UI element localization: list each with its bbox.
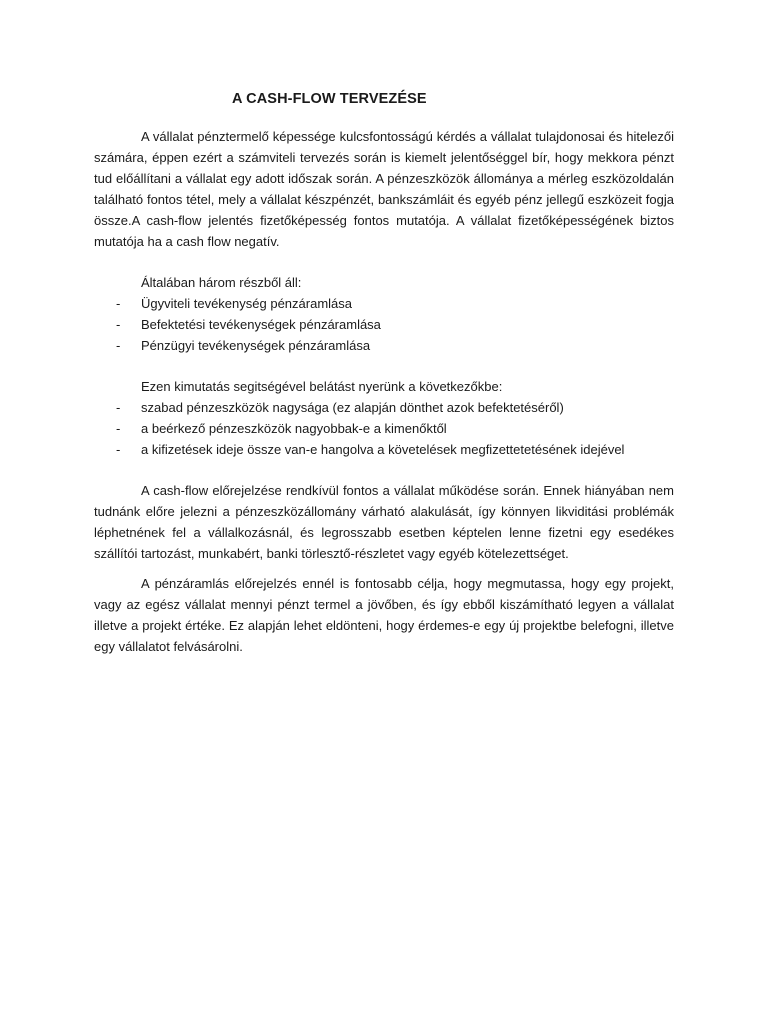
paragraph-intro: A vállalat pénztermelő képessége kulcsfontosságú kérdés a vállalat tulajdonosai és hitelezői számára, éppen ezért a számviteli tervezés során is kiemelt jelentőséggel bír, hogy mekkora pénzt tud előállítani a vállalat egy adott időszak során. A pénzeszközök állománya a mérleg eszközoldalán található fontos tétel, mely a vállalat készpénzét, bankszámláit és egyéb pénz jellegű eszközeit fogja össze.A cash-flow jelentés fizetőképesség fontos mutatója. A vállalat fizetőképességének biztos mutatója ha a cash flow negatív. [94, 129, 674, 249]
list-item-text: Pénzügyi tevékenységek pénzáramlása [141, 338, 371, 353]
list-item-text: Befektetési tevékenységek pénzáramlása [141, 317, 381, 332]
list-bullet: - [116, 338, 121, 353]
list-item [94, 418, 674, 439]
document-title: A CASH-FLOW TERVEZÉSE [232, 91, 427, 107]
list-item [94, 397, 674, 418]
list-bullet: - [116, 421, 121, 436]
list-item [94, 335, 674, 356]
list-item-text: Ügyviteli tevékenység pénzáramlása [141, 296, 352, 311]
list-item-text: a kifizetések ideje össze van-e hangolva a követelések megfizettetetésének idejével [141, 442, 625, 457]
document-page [94, 88, 674, 657]
list2-intro: Ezen kimutatás segitségével belátást nyerünk a következőkbe: [141, 379, 503, 394]
cashflow-components-list [94, 293, 674, 356]
list-item [94, 439, 674, 460]
list-item [94, 293, 674, 314]
list-item-text: szabad pénzeszközök nagysága (ez alapján dönthet azok befektetéséről) [141, 400, 564, 415]
list-bullet: - [116, 317, 121, 332]
list1-intro: Általában három részből áll: [141, 275, 302, 290]
list-bullet: - [116, 296, 121, 311]
list-item [94, 314, 674, 335]
list-item-text: a beérkező pénzeszközök nagyobbak-e a kimenőktől [141, 421, 447, 436]
list-bullet: - [116, 442, 121, 457]
list-bullet: - [116, 400, 121, 415]
paragraph-forecast-goal: A pénzáramlás előrejelzés ennél is fontosabb célja, hogy megmutassa, hogy egy projekt, vagy az egész vállalat mennyi pénzt termel a jövőben, és így ebből kiszámítható legyen a vállalat illetve a projekt értéke. Ez alapján lehet eldönteni, hogy érdemes-e egy új projektbe belefogni, illetve egy vállalatot felvásárolni. [94, 576, 674, 654]
insights-list [94, 397, 674, 460]
paragraph-forecast-importance: A cash-flow előrejelzése rendkívül fontos a vállalat működése során. Ennek hiányában nem tudnánk előre jelezni a pénzeszközállomány várható alakulását, így könnyen likviditási problémák léphetnének fel a vállalkozásnál, és legrosszabb esetben képtelen lenne fizetni egy esedékes szállítói tartozást, munkabért, banki törlesztő-részletet vagy egyéb kötelezettséget. [94, 483, 674, 561]
